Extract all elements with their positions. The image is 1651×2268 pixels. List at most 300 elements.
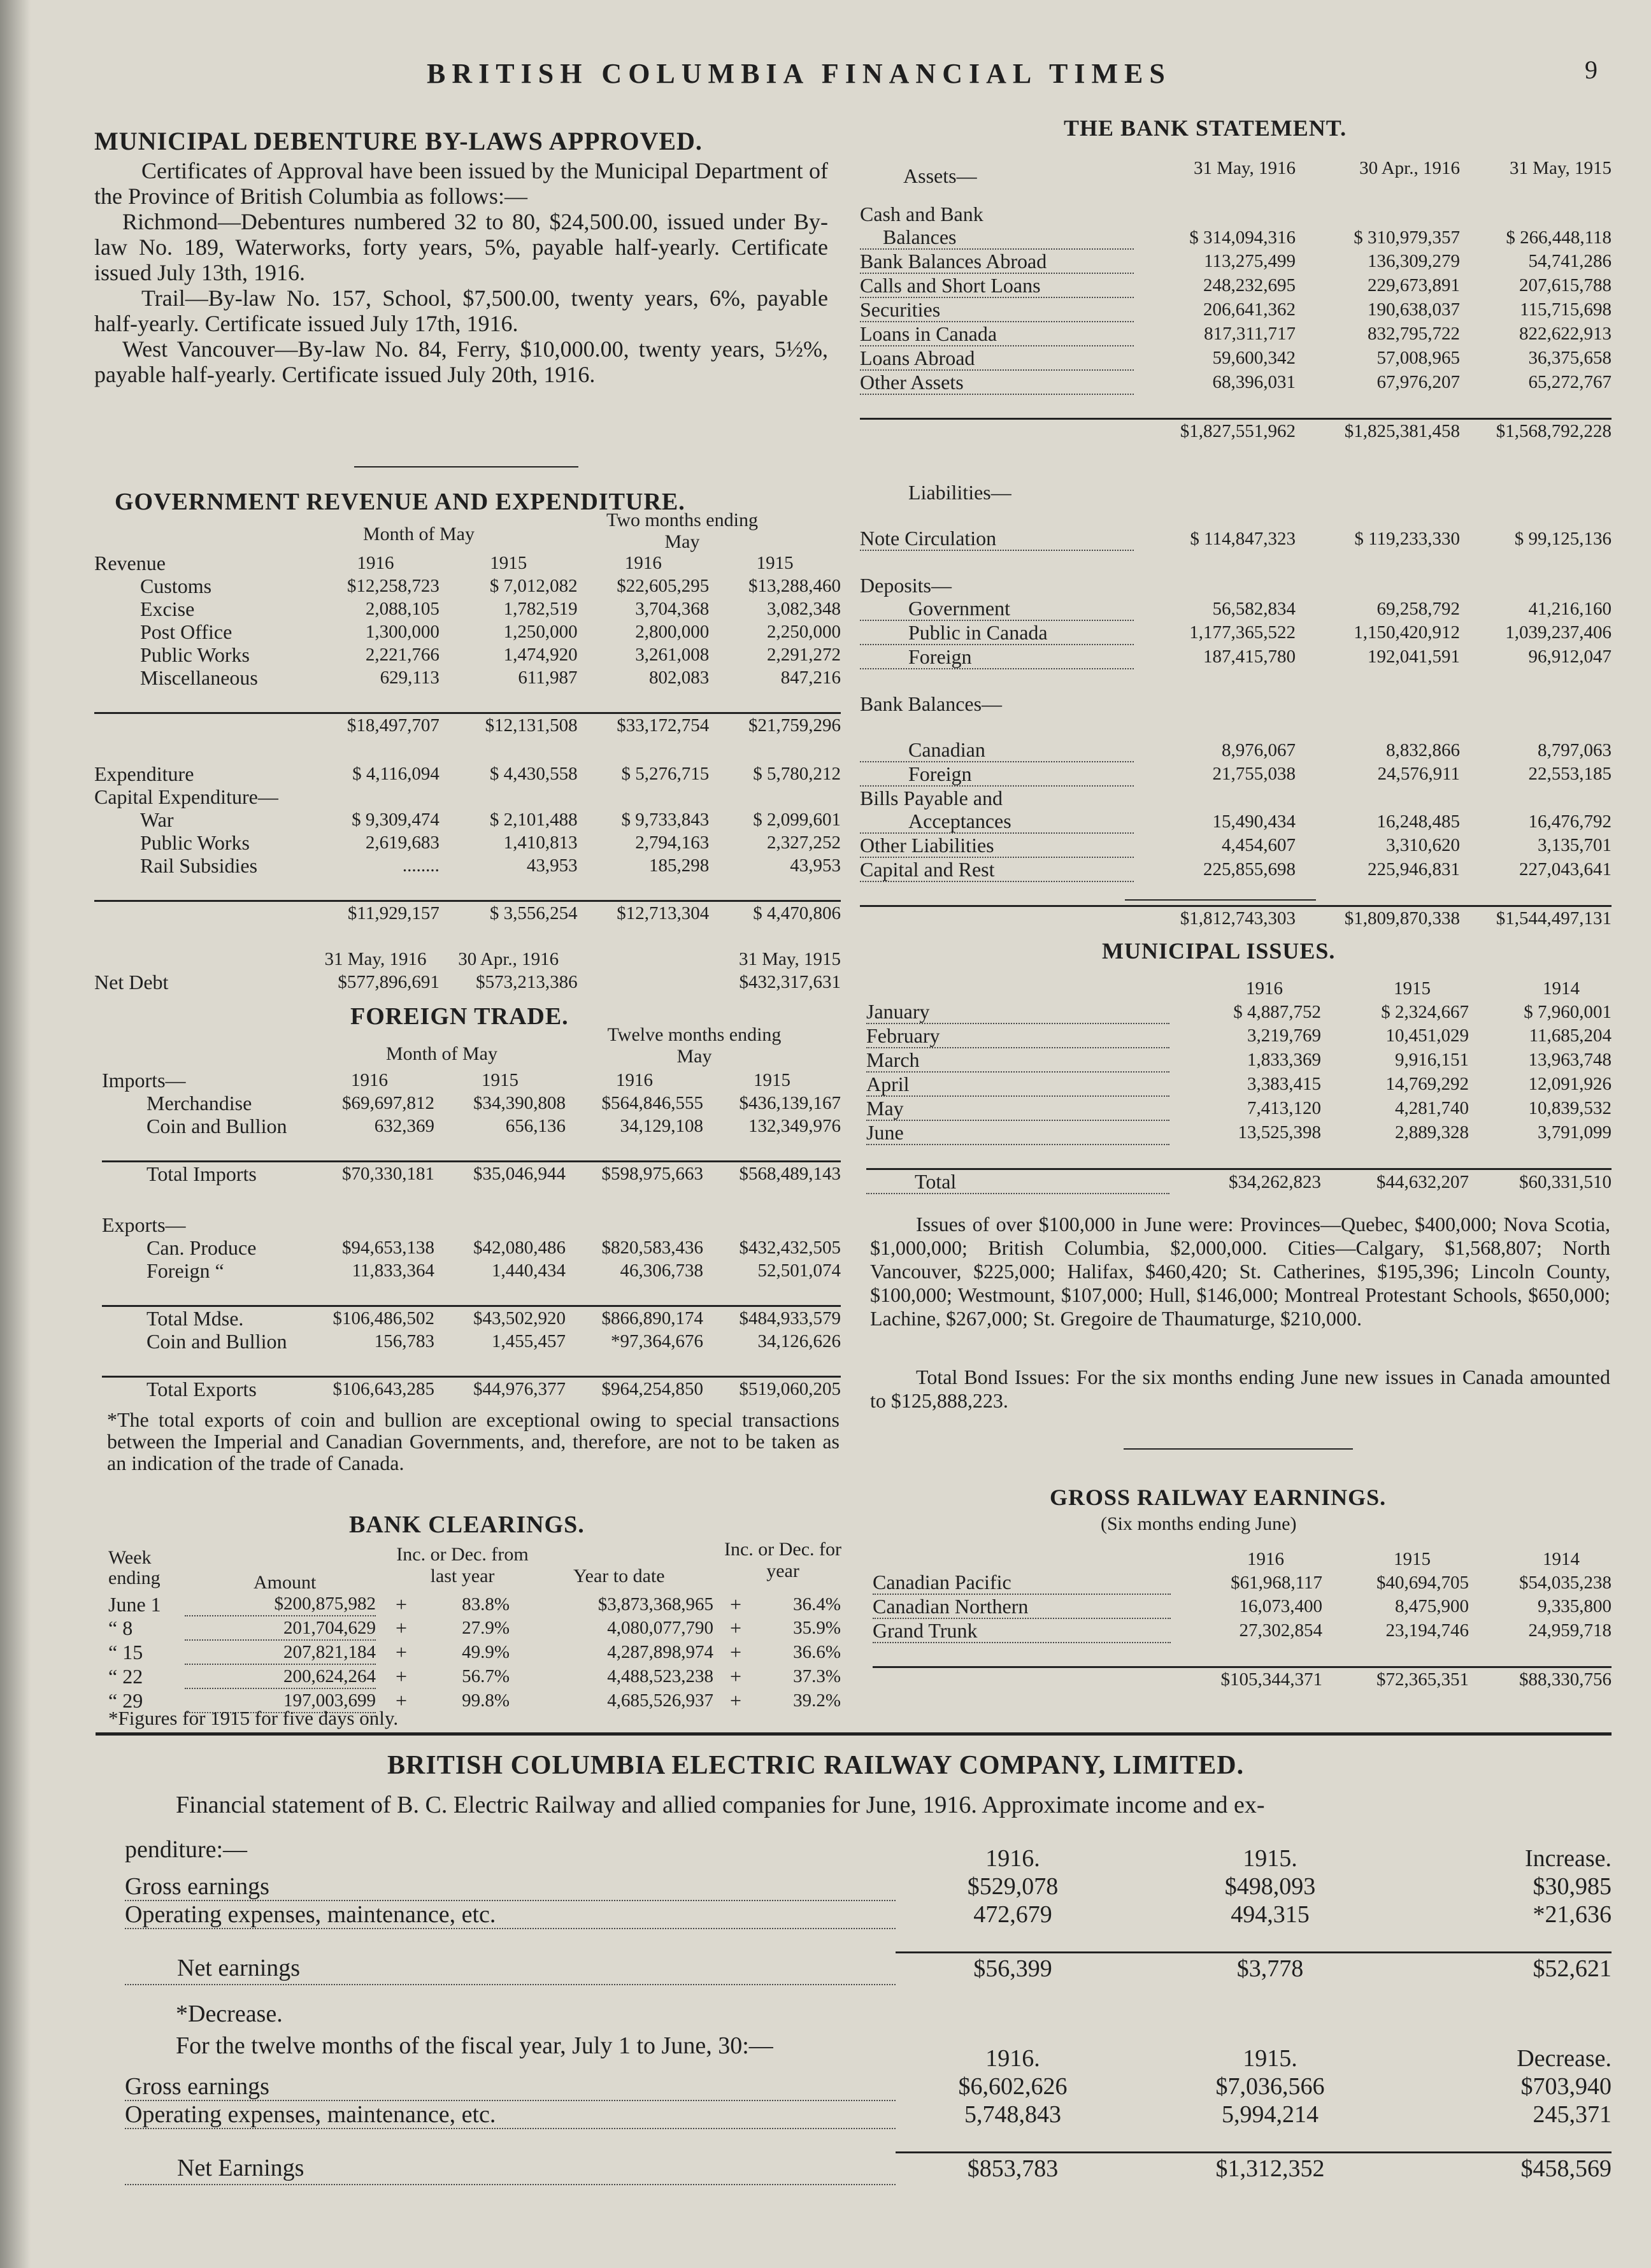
cell: 23,194,746	[1385, 1620, 1469, 1641]
col-head: 1915.	[1243, 2045, 1297, 2072]
col-head: 1916.	[985, 1845, 1040, 1872]
cell: $ 99,125,136	[1514, 528, 1612, 549]
net-row	[125, 2153, 1612, 2185]
cell: $105,344,371	[1171, 1667, 1322, 1692]
cell: 37.3%	[793, 1666, 841, 1687]
cell: 36.6%	[793, 1642, 841, 1662]
clearings-week-head: Week ending	[108, 1547, 161, 1588]
cell: 49.9%	[462, 1642, 510, 1662]
row-label: Grand Trunk	[873, 1618, 1171, 1643]
cell: 65,272,767	[1528, 372, 1612, 392]
cell: 190,638,037	[1368, 299, 1460, 320]
row-label: Calls and Short Loans	[860, 273, 1134, 297]
cell: $61,968,117	[1231, 1572, 1322, 1593]
binding-shadow	[0, 0, 31, 2268]
row-label: “ 22	[108, 1665, 143, 1688]
row-label: Canadian Pacific	[873, 1571, 1171, 1594]
row-label: Net Earnings	[125, 2153, 896, 2185]
row-label: Net Debt	[94, 971, 169, 994]
cell: 68,396,031	[1212, 372, 1296, 392]
table-row	[102, 1213, 841, 1236]
cell: 41,216,160	[1528, 598, 1612, 619]
cell: 7,413,120	[1247, 1098, 1321, 1118]
cell: 2,619,683	[365, 832, 440, 853]
cell: $40,694,705	[1376, 1572, 1469, 1593]
cell: 3,082,348	[767, 599, 841, 619]
row-label: “ 29	[108, 1689, 143, 1712]
table-row	[860, 809, 1612, 833]
cell: $6,602,626	[958, 2073, 1068, 2100]
col-year: 1915	[1394, 978, 1431, 999]
col-year: 1915	[1394, 1549, 1431, 1569]
cell: 11,685,204	[1529, 1025, 1612, 1046]
cell: 245,371	[1533, 2101, 1612, 2128]
cell: 136,309,279	[1368, 251, 1460, 271]
cell: $ 5,780,212	[753, 764, 841, 784]
total-bond-paragraph: Total Bond Issues: For the six months ending June new issues in Canada amounted to $125,888,223.	[870, 1366, 1610, 1412]
table-row	[866, 1096, 1612, 1120]
cell: +	[395, 1592, 408, 1616]
cell: +	[729, 1689, 742, 1712]
bcer-intro: Financial statement of B. C. Electric Railway and allied companies for June, 1916. Approximate income and ex-	[176, 1792, 1265, 1818]
col-year: 1916	[616, 1070, 653, 1090]
cell: $18,497,707	[311, 713, 440, 738]
cell: 4,287,898,974	[607, 1642, 713, 1662]
table-row	[108, 1616, 841, 1640]
cell: 36,375,658	[1528, 348, 1612, 368]
row-label: Customs	[140, 574, 212, 597]
cell: 1,039,237,406	[1505, 622, 1612, 643]
table-row	[860, 322, 1612, 346]
row-label: War	[140, 808, 174, 831]
cell: 4,454,607	[1222, 835, 1296, 855]
cell: $72,365,351	[1322, 1667, 1469, 1692]
bcer-twelve-table	[125, 2044, 1612, 2185]
table-row	[125, 1901, 1612, 1929]
cell: 5,994,214	[1222, 2101, 1319, 2128]
cell: 2,794,163	[635, 832, 710, 853]
cell: $12,258,723	[347, 576, 440, 596]
cell: $52,621	[1410, 1953, 1612, 1985]
table-row	[94, 597, 841, 620]
table-row	[94, 785, 841, 808]
cell: $69,697,812	[342, 1093, 434, 1113]
trade-footnote: *The total exports of coin and bullion are exceptional owing to special transactions between the Imperial and Canadian Governments, and, therefore, are not to be taken as an indication of the trade of Canada.	[107, 1408, 840, 1474]
row-label: Cash and Bank	[860, 203, 983, 225]
cell: 83.8%	[462, 1594, 510, 1615]
table-row	[102, 1092, 841, 1115]
cell: $12,131,508	[440, 713, 578, 738]
cell: 2,088,105	[365, 599, 440, 619]
table-row	[125, 2100, 1612, 2129]
cell: 46,306,738	[620, 1260, 703, 1281]
row-label: Bank Balances—	[860, 692, 1003, 715]
cell: 817,311,717	[1204, 324, 1296, 344]
row-label: February	[866, 1023, 1169, 1048]
cell: 207,615,788	[1519, 275, 1612, 296]
row-label: Expenditure	[94, 762, 194, 785]
bcer-intro-cont: penditure:—	[125, 1836, 248, 1863]
cell: $ 310,979,357	[1354, 227, 1460, 248]
cell: 56.7%	[462, 1666, 510, 1687]
muni-title: MUNICIPAL ISSUES.	[1102, 938, 1336, 964]
table-row	[108, 1592, 841, 1616]
cell: $ 4,887,752	[1233, 1001, 1321, 1022]
cell: $44,632,207	[1321, 1169, 1469, 1194]
cell: $ 314,094,316	[1189, 227, 1296, 248]
cell: 8,832,866	[1386, 739, 1460, 760]
table-row	[94, 808, 841, 831]
col-year: 1916	[1247, 1549, 1284, 1569]
table-row	[94, 854, 841, 877]
cell: 3,383,415	[1247, 1074, 1321, 1094]
col-head: 1915.	[1243, 1845, 1297, 1872]
cell: $964,254,850	[566, 1377, 703, 1401]
cell: +	[729, 1616, 742, 1639]
cell: $106,486,502	[304, 1306, 434, 1330]
total-row	[866, 1169, 1612, 1194]
col-head: Decrease.	[1517, 2045, 1612, 2072]
cell: 14,769,292	[1385, 1074, 1469, 1094]
muni-table	[866, 977, 1612, 1194]
cell: 3,135,701	[1538, 835, 1612, 855]
table-row	[108, 1640, 841, 1664]
cell: 611,987	[518, 667, 578, 688]
muni-issues-paragraph: Issues of over $100,000 in June were: Provinces—Quebec, $400,000; Nova Scotia, $1,000,000; British Columbia, $2,000,000. Cities—Calgary, $1,568,807; North Vancouver, $225,000; Halifax, $460,420; St. Catherines, $195,396; Lincoln County, $100,000; Westmount, $107,000; Hull, $146,000; Montreal Protestant Schools, $650,000; Lachine, $267,000; St. Gregoire de Thaumaturge, $210,000.	[870, 1213, 1610, 1330]
col-head: 1916.	[985, 2045, 1040, 2072]
cell: 4,685,526,937	[607, 1690, 713, 1711]
cell: 39.2%	[793, 1690, 841, 1711]
revenue-table	[94, 552, 841, 994]
cell: 1,177,365,522	[1189, 622, 1296, 643]
cell: 156,783	[374, 1331, 434, 1352]
table-row	[860, 481, 1612, 504]
cell: $ 9,309,474	[352, 809, 440, 830]
cell: 54,741,286	[1528, 251, 1612, 271]
row-label: June 1	[108, 1592, 161, 1616]
table-row	[102, 1236, 841, 1259]
row-label: April	[866, 1072, 1169, 1096]
cell: 113,275,499	[1204, 251, 1296, 271]
clearings-ytd-head: Year to date	[573, 1565, 665, 1587]
table-row	[860, 225, 1612, 249]
cell: 1,833,369	[1247, 1050, 1321, 1070]
col-head: 30 Apr., 1916	[1359, 158, 1460, 178]
total-row	[873, 1667, 1612, 1692]
cell: $ 5,276,715	[621, 764, 710, 784]
col-year: 1916	[624, 553, 662, 573]
cell: $54,035,238	[1519, 1572, 1612, 1593]
cell: $ 2,101,488	[489, 809, 578, 830]
revenue-two-month-head: Two months ending May	[606, 510, 758, 552]
row-label: Public in Canada	[860, 620, 1134, 645]
cell: $94,653,138	[342, 1237, 434, 1258]
bank-title: THE BANK STATEMENT.	[1064, 115, 1347, 141]
cell: $853,783	[896, 2153, 1130, 2185]
cell: $703,940	[1520, 2073, 1612, 2100]
cell: $866,890,174	[566, 1306, 703, 1330]
row-label: Balances	[860, 225, 1134, 249]
trade-table	[102, 1069, 841, 1401]
cell: $35,046,944	[434, 1162, 566, 1186]
table-row	[94, 574, 841, 597]
row-label: Imports—	[102, 1069, 186, 1092]
row-label: Loans in Canada	[860, 322, 1134, 346]
table-row	[860, 203, 1612, 225]
cell: ........	[402, 855, 440, 876]
debentures-para: Richmond—Debentures numbered 32 to 80, $24,500.00, issued under By-law No. 189, Waterworks, forty years, 5%, payable half-yearly. Certificate issued July 13th, 1916.	[94, 209, 828, 285]
table-row	[102, 1115, 841, 1138]
year-row	[866, 977, 1612, 1000]
row-label: Capital and Rest	[860, 857, 1134, 881]
cell: 3,219,769	[1247, 1025, 1321, 1046]
cell: $106,643,285	[304, 1377, 434, 1401]
cell: *97,364,676	[611, 1331, 703, 1352]
cell: $60,331,510	[1469, 1169, 1612, 1194]
col-year: 1915	[756, 553, 794, 573]
total-row	[102, 1162, 841, 1186]
cell: 99.8%	[462, 1690, 510, 1711]
year-row	[873, 1548, 1612, 1571]
cell: 1,250,000	[503, 622, 578, 642]
railway-table	[873, 1548, 1612, 1691]
cell: $ 3,556,254	[440, 901, 578, 925]
cell: $436,139,167	[739, 1093, 841, 1113]
table-row	[102, 1306, 841, 1330]
row-label: Can. Produce	[147, 1236, 257, 1259]
cell: 115,715,698	[1520, 299, 1612, 320]
assets-label: Assets—	[903, 164, 977, 187]
cell: 2,221,766	[365, 645, 440, 665]
page-header: BRITISH COLUMBIA FINANCIAL TIMES	[427, 58, 1171, 89]
cell: $ 7,960,001	[1524, 1001, 1612, 1022]
cell: 802,083	[649, 667, 710, 688]
total-row	[94, 713, 841, 738]
row-label: June	[866, 1120, 1169, 1145]
table-row	[860, 762, 1612, 786]
bcer-june-table	[125, 1844, 1612, 1985]
row-label: Foreign “	[147, 1259, 224, 1282]
debentures-body	[94, 158, 828, 387]
cell: *21,636	[1533, 1901, 1612, 1928]
row-label: “ 15	[108, 1641, 143, 1664]
col-year: 1915	[754, 1070, 790, 1090]
cell: 1,410,813	[503, 832, 578, 853]
table-row	[866, 1000, 1612, 1023]
cell: 132,349,976	[748, 1116, 841, 1136]
row-label: Deposits—	[860, 574, 952, 597]
cell: 2,889,328	[1395, 1122, 1469, 1143]
debentures-para: Certificates of Approval have been issued by the Municipal Department of the Province of British Columbia as follows:—	[94, 158, 828, 209]
cell: 56,582,834	[1212, 598, 1296, 619]
cell: 206,641,362	[1203, 299, 1296, 320]
cell: $ 266,448,118	[1506, 227, 1612, 248]
table-row	[860, 574, 1612, 597]
cell: $42,080,486	[473, 1237, 566, 1258]
total-row	[860, 419, 1612, 443]
cell: $484,933,579	[703, 1306, 841, 1330]
col-year: 1914	[1543, 978, 1580, 999]
table-row	[873, 1571, 1612, 1594]
cell: 13,963,748	[1528, 1050, 1612, 1070]
cell: $820,583,436	[601, 1237, 703, 1258]
cell: 822,622,913	[1519, 324, 1612, 344]
table-row	[102, 1330, 841, 1353]
col-year: 1915	[482, 1070, 518, 1090]
clearings-title: BANK CLEARINGS.	[349, 1511, 585, 1538]
cell: 27,302,854	[1239, 1620, 1322, 1641]
cell: $ 4,430,558	[489, 764, 578, 784]
cell: 9,335,800	[1538, 1596, 1612, 1616]
table-row	[94, 762, 841, 785]
cell: 8,976,067	[1222, 739, 1296, 760]
cell: $ 2,099,601	[753, 809, 841, 830]
row-label: Excise	[140, 597, 195, 620]
cell: 3,310,620	[1386, 835, 1460, 855]
row-label: Government	[860, 597, 1134, 620]
row-label: Miscellaneous	[140, 666, 258, 689]
cell: $11,929,157	[311, 901, 440, 925]
cell: $519,060,205	[703, 1377, 841, 1401]
cell: 27.9%	[462, 1618, 510, 1638]
cell: 34,126,626	[757, 1331, 841, 1352]
cell: 15,490,434	[1212, 811, 1296, 832]
cell: $34,262,823	[1169, 1169, 1321, 1194]
debentures-title: MUNICIPAL DEBENTURE BY-LAWS APPROVED.	[94, 127, 703, 155]
row-label: Net earnings	[125, 1953, 896, 1985]
cell: $30,985	[1533, 1873, 1612, 1900]
row-label: Total	[866, 1169, 1169, 1194]
table-row	[860, 249, 1612, 273]
table-row	[860, 597, 1612, 620]
cell: 16,476,792	[1528, 811, 1612, 832]
table-row	[108, 1664, 841, 1688]
col-head: Increase.	[1524, 1845, 1612, 1872]
cell: $13,288,460	[748, 576, 841, 596]
cell: 5,748,843	[964, 2101, 1061, 2128]
cell: 3,791,099	[1538, 1122, 1612, 1143]
row-label: Other Assets	[860, 370, 1134, 394]
cell: 13,525,398	[1238, 1122, 1321, 1143]
row-label: Bills Payable and	[860, 787, 1003, 809]
cell: 31 May, 1916	[324, 949, 427, 969]
table-row	[860, 527, 1612, 550]
trade-month-head: Month of May	[386, 1043, 497, 1064]
cell: 1,782,519	[503, 599, 578, 619]
divider	[1125, 899, 1316, 901]
cell: +	[395, 1616, 408, 1639]
divider	[1124, 1448, 1353, 1450]
cell: $1,809,870,338	[1296, 906, 1460, 931]
row-label: Foreign	[860, 645, 1134, 669]
clearings-inc2-head: Inc. or Dec. for year	[724, 1539, 842, 1581]
cell: +	[395, 1689, 408, 1712]
table-row	[866, 1072, 1612, 1096]
cell: $ 2,324,667	[1381, 1001, 1469, 1022]
cell: 69,258,792	[1376, 598, 1460, 619]
cell: 16,073,400	[1239, 1596, 1322, 1616]
row-label: Coin and Bullion	[147, 1115, 287, 1138]
cell: 22,553,185	[1528, 764, 1612, 784]
row-label: March	[866, 1048, 1169, 1072]
total-row	[860, 906, 1612, 931]
table-row	[860, 692, 1612, 715]
cell: $432,317,631	[739, 972, 841, 992]
cell: +	[729, 1592, 742, 1616]
cell: $ 7,012,082	[489, 576, 578, 596]
cell: 225,855,698	[1203, 859, 1296, 880]
cell: $3,778	[1130, 1953, 1410, 1985]
row-label: Revenue	[94, 552, 166, 574]
row-label: Liabilities—	[908, 481, 1011, 504]
cell: +	[729, 1665, 742, 1688]
cell: $7,036,566	[1215, 2073, 1325, 2100]
cell: 34,129,108	[620, 1116, 703, 1136]
cell: $88,330,756	[1469, 1667, 1612, 1692]
row-label: Merchandise	[147, 1092, 252, 1115]
cell: 4,488,523,238	[607, 1666, 713, 1687]
bank-table	[860, 157, 1612, 930]
col-head: 31 May, 1916	[1193, 158, 1296, 178]
col-year: 1915	[490, 553, 527, 573]
table-row	[860, 833, 1612, 857]
row-label: Total Mdse.	[102, 1306, 304, 1330]
row-label: Coin and Bullion	[147, 1330, 287, 1353]
cell: 1,455,457	[492, 1331, 566, 1352]
cell: $1,312,352	[1130, 2153, 1410, 2185]
cell: 8,797,063	[1538, 739, 1612, 760]
cell: $43,502,920	[434, 1306, 566, 1330]
cell: 2,800,000	[635, 622, 710, 642]
clearings-inc-head: Inc. or Dec. from last year	[396, 1544, 529, 1587]
col-year: 1914	[1543, 1549, 1580, 1569]
cell: $33,172,754	[578, 713, 710, 738]
cell: 207,821,184	[185, 1640, 376, 1664]
cell: $70,330,181	[304, 1162, 434, 1186]
cell: +	[395, 1665, 408, 1688]
cell: $200,875,982	[185, 1592, 376, 1616]
cell: 1,440,434	[492, 1260, 566, 1281]
trade-twelve-head: Twelve months ending May	[607, 1024, 782, 1067]
cell: $598,975,663	[566, 1162, 703, 1186]
cell: 96,912,047	[1528, 646, 1612, 667]
cell: $1,544,497,131	[1460, 906, 1612, 931]
row-label: Total Exports	[102, 1377, 304, 1401]
row-label: Gross earnings	[125, 2072, 896, 2100]
railway-title: GROSS RAILWAY EARNINGS.	[1050, 1485, 1387, 1510]
cell: 187,415,780	[1203, 646, 1296, 667]
cell: $ 4,470,806	[709, 901, 841, 925]
cell: 8,475,900	[1395, 1596, 1469, 1616]
row-label: Rail Subsidies	[140, 854, 258, 877]
cell: 16,248,485	[1376, 811, 1460, 832]
col-year: 1916	[351, 1070, 388, 1090]
cell: 248,232,695	[1203, 275, 1296, 296]
total-row	[102, 1377, 841, 1401]
cell: $564,846,555	[601, 1093, 703, 1113]
cell: $ 4,116,094	[352, 764, 440, 784]
clearings-table	[108, 1592, 841, 1713]
table-row	[94, 620, 841, 643]
table-row	[860, 273, 1612, 297]
cell: 1,300,000	[365, 622, 440, 642]
cell: 12,091,926	[1528, 1074, 1612, 1094]
cell: 2,250,000	[767, 622, 841, 642]
railway-subtitle: (Six months ending June)	[1101, 1513, 1297, 1534]
table-row	[102, 1259, 841, 1282]
decrease-note: *Decrease.	[176, 2001, 283, 2027]
cell: $56,399	[896, 1953, 1130, 1985]
